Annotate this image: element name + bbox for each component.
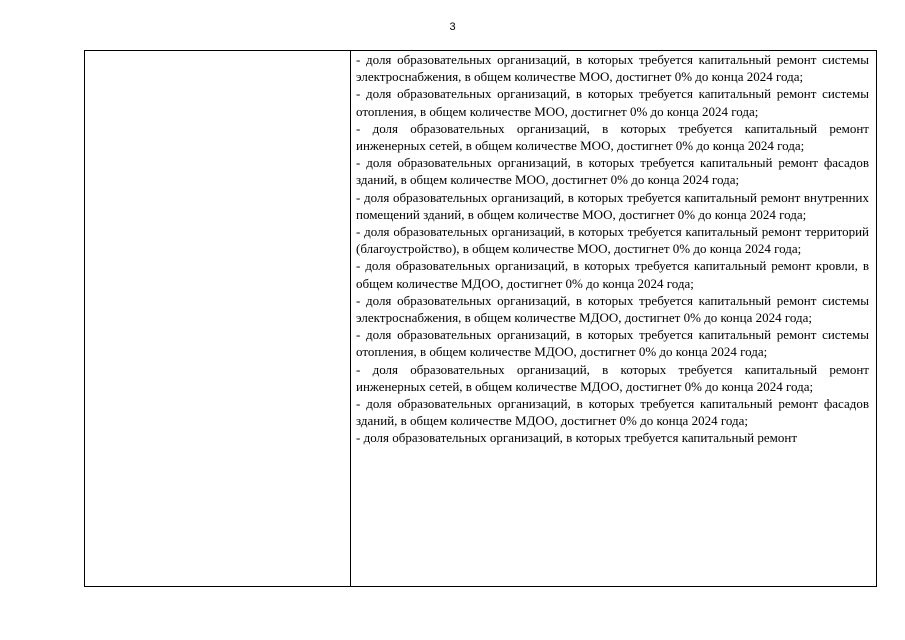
list-item: - доля образовательных организаций, в которых требуется капитальный ремонт [356, 430, 798, 446]
list-item: - доля образовательных организаций, в которых требуется капитальный ремонт инженерных сетей, в общем количестве МОО, достигнет 0% до конца 2024 года; [356, 120, 869, 154]
document-table [84, 50, 877, 587]
list-item: - доля образовательных организаций, в которых требуется капитальный ремонт системы электроснабжения, в общем количестве МДОО, достигнет 0% до конца 2024 года; [356, 292, 869, 326]
list-item: - доля образовательных организаций, в которых требуется капитальный ремонт системы электроснабжения, в общем количестве МОО, достигнет 0% до конца 2024 года; [356, 52, 869, 85]
list-item: - доля образовательных организаций, в которых требуется капитальный ремонт системы отопления, в общем количестве МДОО, достигнет 0% до конца 2024 года; [356, 327, 869, 360]
page-number: 3 [449, 21, 456, 33]
list-item: - доля образовательных организаций, в которых требуется капитальный ремонт фасадов зданий, в общем количестве МОО, достигнет 0% до конца 2024 года; [356, 155, 869, 188]
list-item: - доля образовательных организаций, в которых требуется капитальный ремонт фасадов зданий, в общем количестве МДОО, достигнет 0% до конца 2024 года; [356, 396, 869, 429]
list-item: - доля образовательных организаций, в которых требуется капитальный ремонт внутренних помещений зданий, в общем количестве МОО, достигнет 0% до конца 2024 года; [356, 189, 869, 222]
list-item: - доля образовательных организаций, в которых требуется капитальный ремонт кровли, в общем количестве МДОО, достигнет 0% до конца 2024 года; [356, 258, 869, 291]
table-right-column [351, 51, 876, 586]
list-item: - доля образовательных организаций, в которых требуется капитальный ремонт системы отопления, в общем количестве МОО, достигнет 0% до конца 2024 года; [356, 86, 869, 119]
list-item: - доля образовательных организаций, в которых требуется капитальный ремонт территорий (благоустройство), в общем количестве МОО, достигнет 0% до конца 2024 года; [356, 224, 869, 257]
table-left-column [85, 51, 351, 586]
list-item: - доля образовательных организаций, в которых требуется капитальный ремонт инженерных сетей, в общем количестве МДОО, достигнет 0% до конца 2024 года; [356, 361, 869, 394]
